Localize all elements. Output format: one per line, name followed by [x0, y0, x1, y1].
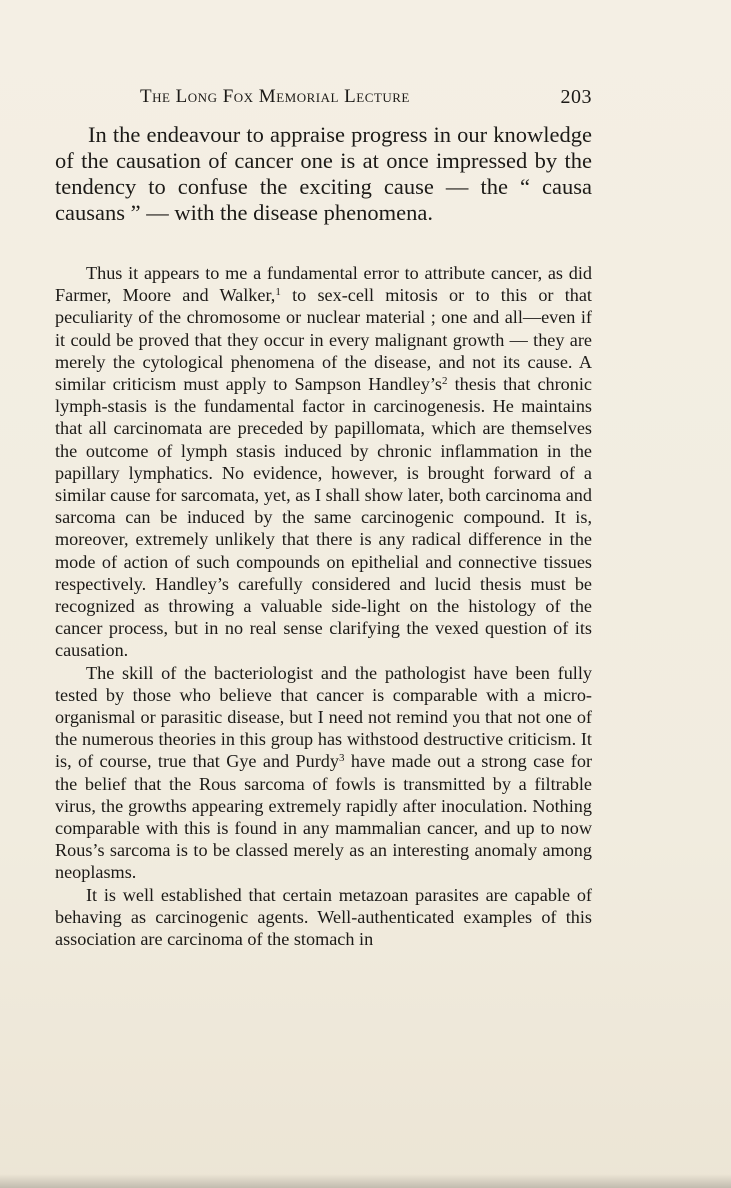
- footnote-ref: 3: [338, 752, 345, 765]
- paragraph-text: to sex-cell mitosis or to this or that peculiarity of the chromosome or nuclear material ; one and all—even if it could be proved that they occur in every malignant growth — they are merely the cytological phenomena of the disease, and not its cause. A similar criticism must apply to Sampson Handley’s: [55, 285, 592, 395]
- paragraph-text: have made out a strong case for the belief that the Rous sarcoma of fowls is transmitted by a filtrable virus, the growths appearing extremely rapidly after inoculation. Nothing comparable with this is found in any mammalian cancer, and up to now Rous’s sarcoma is to be classed merely as an interesting anomaly among neoplasms.: [55, 751, 592, 883]
- paragraph-error-of-attribution: [55, 262, 592, 662]
- page-number: 203: [560, 86, 592, 108]
- body-text: [55, 262, 592, 950]
- paragraph-text: The skill of the bacteriologist and the pathologist have been fully tested by those who believe that cancer is comparable with a micro-organismal or parasitic disease, but I need not remind you that not one of the numerous theories in this group has withstood destructive criticism. It is, of course, true that Gye and Purdy: [55, 662, 592, 772]
- paragraph-text: Thus it appears to me a fundamental error to attribute cancer, as did Farmer, Moore and Walker,: [55, 263, 592, 306]
- running-title: The Long Fox Memorial Lecture: [140, 86, 410, 107]
- paragraph-bacteriologist: [55, 662, 592, 884]
- page-edge-shadow: [0, 1174, 731, 1188]
- lead-paragraph: In the endeavour to appraise progress in our knowledge of the causation of cancer one is at once impressed by the tendency to confuse the exciting cause — the “ causa causans ” — with the disease phenomena.: [55, 122, 592, 225]
- footnote-ref: 2: [442, 375, 448, 388]
- paragraph-metazoan-parasites: It is well established that certain metazoan parasites are capable of behaving as carcinogenic agents. Well-authenticated examples of this association are carcinoma of the stomach in: [55, 884, 592, 950]
- footnote-ref: 1: [275, 286, 281, 299]
- paragraph-text: thesis that chronic lymph-stasis is the fundamental factor in carcinogenesis. He maintains that all carcinomata are preceded by papillomata, which are themselves the outcome of lymph stasis induced by chronic inflammation in the papillary lymphatics. No evidence, however, is brought forward of a similar cause for sarcomata, yet, as I shall show later, both carcinoma and sarcoma can be induced by the same carcinogenic compound. It is, moreover, extremely unlikely that there is any radical difference in the mode of action of such compounds on epithelial and connective tissues respectively. Handley’s carefully considered and lucid thesis must be recognized as throwing a valuable side-light on the histology of the cancer process, but in no real sense clarifying the vexed question of its causation.: [55, 374, 592, 661]
- page-header: [140, 86, 592, 108]
